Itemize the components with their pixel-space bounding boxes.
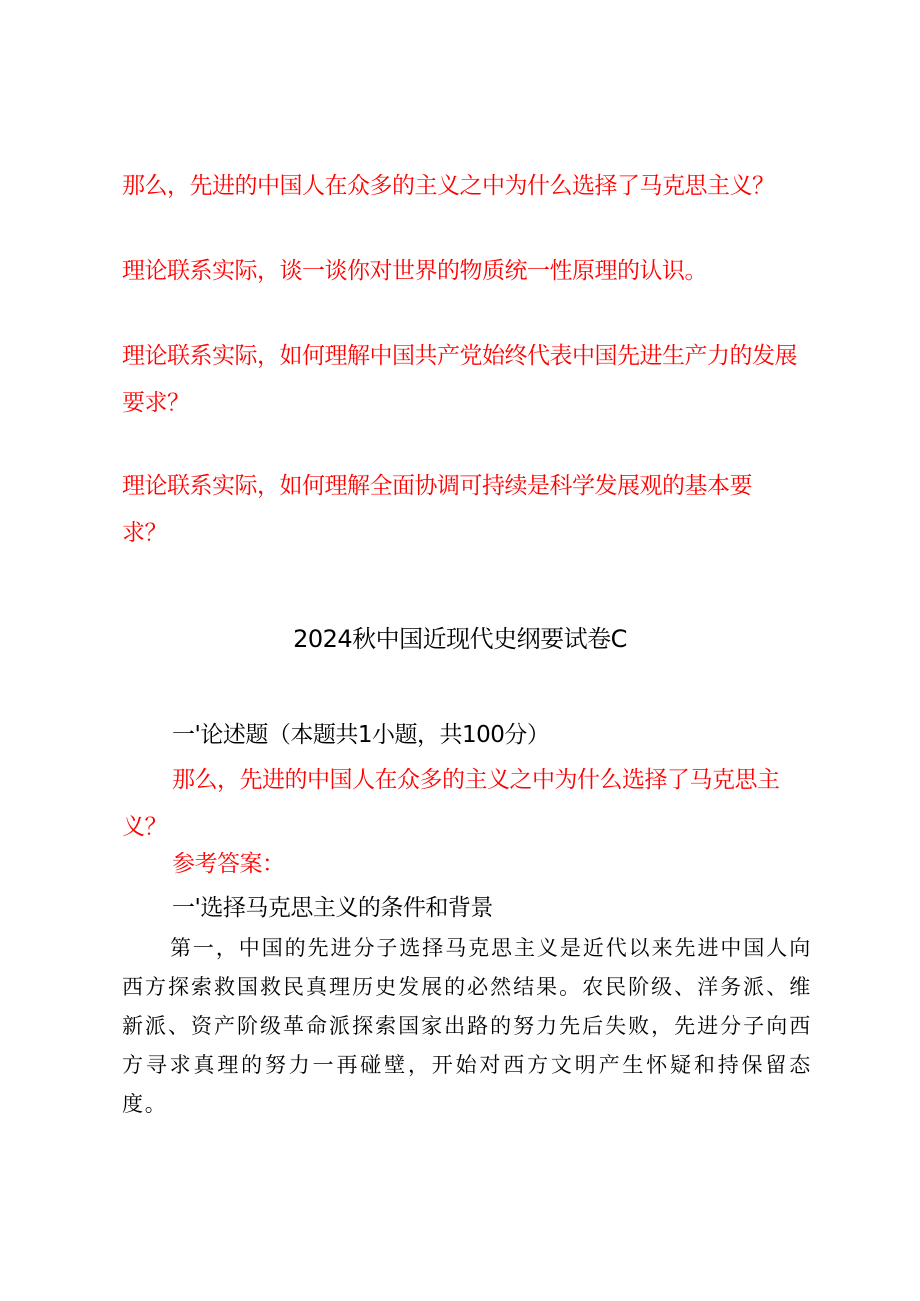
question-3: 理论联系实际，如何理解中国共产党始终代表中国先进生产力的发展要求？: [122, 343, 797, 416]
answer-paragraph: 第一，中国的先进分子选择马克思主义是近代以来先进中国人向西方探索救国救民真理历史发展的必然结果。农民阶级、洋务派、维新派、资产阶级革命派探索国家出路的努力先后失败，先进分子向西方寻求真理的努力一再碰壁，开始对西方文明产生怀疑和持保留态度。: [122, 936, 812, 1116]
section-heading: 一'论述题（本题共1小题，共100分）: [172, 722, 550, 748]
question-2: 理论联系实际，谈一谈你对世界的物质统一性原理的认识。: [122, 258, 707, 284]
question-1: 那么，先进的中国人在众多的主义之中为什么选择了马克思主义？: [122, 173, 775, 199]
answer-subheading: 一'选择马克思主义的条件和背景: [172, 895, 493, 921]
exam-title: 2024秋中国近现代史纲要试卷C: [293, 625, 627, 653]
section-question: 那么，先进的中国人在众多的主义之中为什么选择了马克思主义？: [122, 767, 780, 840]
question-4: 理论联系实际，如何理解全面协调可持续是科学发展观的基本要求？: [122, 473, 752, 546]
answer-label: 参考答案：: [172, 851, 285, 877]
